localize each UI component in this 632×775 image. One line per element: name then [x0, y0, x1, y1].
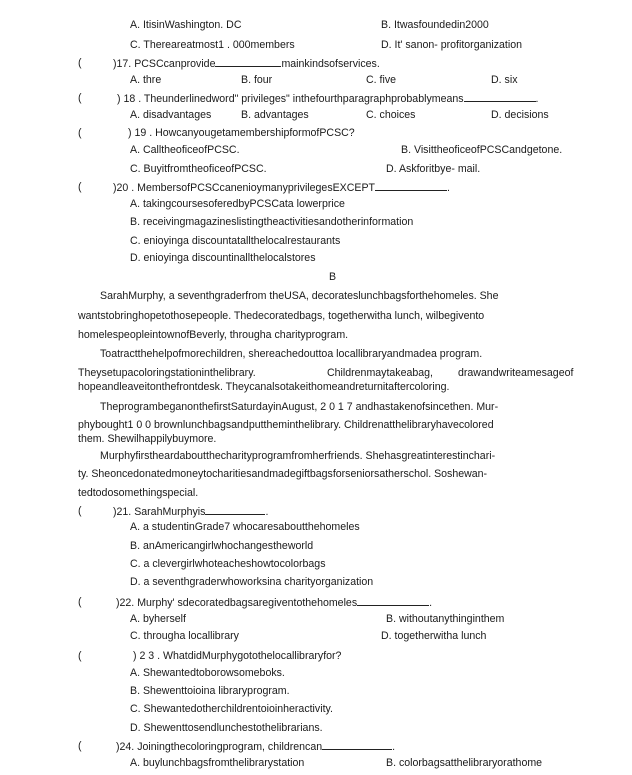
passage-p2-line3: hopeandleaveitonthefrontdesk. Theycanalsotakeithomeandreturnitaftercoloring. [78, 381, 450, 393]
q24-paren: ( [78, 740, 82, 752]
q17-option-a: A. thre [130, 74, 162, 86]
q19-option-c: C. BuyitfromtheoficeofPCSC. [130, 163, 267, 175]
q18-option-b: B. advantages [241, 109, 309, 121]
passage-p3-line3: them. Shewilhappilybuymore. [78, 433, 217, 445]
q22-paren: ( [78, 596, 82, 608]
q19-option-b: B. VisittheoficeofPCSCandgetone. [401, 144, 563, 156]
passage-p2-line2a: Theysetupacoloringstationinthelibrary. [78, 367, 256, 379]
passage-p2-line2c: drawandwriteamesageof [458, 367, 574, 379]
q22-stem-end: . [429, 597, 433, 609]
q17-stem [113, 57, 380, 70]
q24-stem [116, 740, 395, 753]
q22-option-a: A. byherself [130, 613, 186, 625]
q17-paren: ( [78, 57, 82, 69]
q24-stem-end: . [392, 741, 396, 753]
q20-option-b: B. receivingmagazineslistingtheactivitiesandotherinformation [130, 216, 414, 228]
q20-paren: ( [78, 181, 82, 193]
q24-option-b: B. colorbagsatthelibraryorathome [386, 757, 543, 769]
q18-answer-blank[interactable] [464, 92, 536, 102]
q18-option-c: C. choices [366, 109, 416, 121]
q16-option-a: A. ItisinWashington. DC [130, 19, 242, 31]
q17-option-c: C. five [366, 74, 397, 86]
q19-paren: ( [78, 127, 82, 139]
q22-stem-text: )22. Murphy' sdecoratedbagsaregiventothehomeles [116, 597, 358, 609]
passage-p4-line3: tedtodosomethingspecial. [78, 487, 199, 499]
q24-answer-blank[interactable] [322, 740, 392, 750]
q20-stem-end: . [447, 182, 450, 194]
q24-stem-text: )24. Joiningthecoloringprogram, childrencan [116, 741, 323, 753]
q19-option-d: D. Askforitbye- mail. [386, 163, 481, 175]
passage-p1-line1: SarahMurphy, a seventhgraderfrom theUSA, decorateslunchbagsforthehomeles. She [100, 290, 499, 302]
q18-stem-end: . [535, 93, 539, 105]
q18-stem [117, 92, 539, 105]
q21-stem-text: )21. SarahMurphyis [113, 506, 206, 518]
q22-option-c: C. througha locallibrary [130, 630, 239, 642]
q20-stem-text: )20 . MembersofPCSCcanenioymanyprivilegesEXCEPT [113, 182, 376, 194]
q17-stem-post: mainkindsofservices. [281, 58, 380, 70]
q20-stem [113, 181, 450, 194]
q17-stem-pre: )17. PCSCcanprovide [113, 58, 216, 70]
q23-option-b: B. Shewenttoioina libraryprogram. [130, 685, 290, 697]
q20-option-c: C. enioyinga discountatallthelocalrestaurants [130, 235, 341, 247]
q23-paren: ( [78, 650, 82, 662]
q21-option-c: C. a clevergirlwhoteacheshowtocolorbags [130, 558, 326, 570]
q21-answer-blank[interactable] [205, 505, 265, 515]
q20-option-d: D. enioyinga discountinallthelocalstores [130, 252, 316, 264]
q17-option-b: B. four [241, 74, 273, 86]
passage-p1-line2: wantstobringhopetothosepeople. Thedecoratedbags, togetherwitha lunch, wilbegivento [78, 310, 485, 322]
q21-option-b: B. anAmericangirlwhochangestheworld [130, 540, 314, 552]
passage-p3-line2: phybought1 0 0 brownlunchbagsandputtheminthelibrary. Childrenatthelibraryhavecolored [78, 419, 494, 431]
q21-paren: ( [78, 505, 82, 517]
passage-p2-line1: Toatractthehelpofmorechildren, shereachedouttoa locallibraryandmadea program. [100, 348, 483, 360]
q22-answer-blank[interactable] [357, 596, 429, 606]
q16-option-c: C. Thereareatmost1 . 000members [130, 39, 295, 51]
q16-option-b: B. Itwasfoundedin2000 [381, 19, 489, 31]
passage-p2-line2b: Childrenmaytakeabag, [327, 367, 433, 379]
passage-p3-line1: TheprogrambeganonthefirstSaturdayinAugust, 2 0 1 7 andhastakenofsincethen. Mur- [100, 401, 499, 413]
q21-stem-end: . [265, 506, 269, 518]
q22-option-b: B. withoutanythinginthem [386, 613, 505, 625]
q20-answer-blank[interactable] [375, 181, 447, 191]
q23-stem: ) 2 3 . WhatdidMurphygotothelocallibraryfor? [133, 650, 342, 662]
passage-p4-line2: ty. Sheoncedonatedmoneytocharitiesandmadegiftbagsforseniorsatherschol. Soshewan- [78, 468, 488, 480]
q17-answer-blank[interactable] [215, 57, 281, 67]
q23-option-d: D. Shewenttosendlunchestothelibrarians. [130, 722, 323, 734]
q22-option-d: D. togetherwitha lunch [381, 630, 487, 642]
q23-option-a: A. Shewantedtoborowsomeboks. [130, 667, 285, 679]
q19-option-a: A. CalltheoficeofPCSC. [130, 144, 240, 156]
section-b-heading: B [329, 271, 337, 283]
q20-option-a: A. takingcoursesoferedbyPCSCata lowerprice [130, 198, 345, 210]
q18-option-d: D. decisions [491, 109, 549, 121]
q18-option-a: A. disadvantages [130, 109, 212, 121]
q21-option-a: A. a studentinGrade7 whocaresaboutthehomeles [130, 521, 360, 533]
q19-stem: ) 19 . HowcanyougetamembershipformofPCSC? [128, 127, 355, 139]
q24-option-a: A. buylunchbagsfromthelibrarystation [130, 757, 305, 769]
q21-stem [113, 505, 268, 518]
q21-option-d: D. a seventhgraderwhoworksina charityorganization [130, 576, 374, 588]
q16-option-d: D. It' sanon- profitorganization [381, 39, 522, 51]
q23-option-c: C. Shewantedotherchildrentoioinheractivity. [130, 703, 333, 715]
q18-paren: ( [78, 92, 82, 104]
passage-p1-line3: homelespeopleintownofBeverly, througha charityprogram. [78, 329, 349, 341]
q22-stem [116, 596, 432, 609]
q18-stem-text: ) 18 . Theunderlinedword" privileges" inthefourthparagraphprobablymeans [117, 93, 464, 105]
q17-option-d: D. six [491, 74, 518, 86]
passage-p4-line1: Murphyfirstheardaboutthecharityprogramfromherfriends. Shehasgreatinterestinchari- [100, 450, 496, 462]
